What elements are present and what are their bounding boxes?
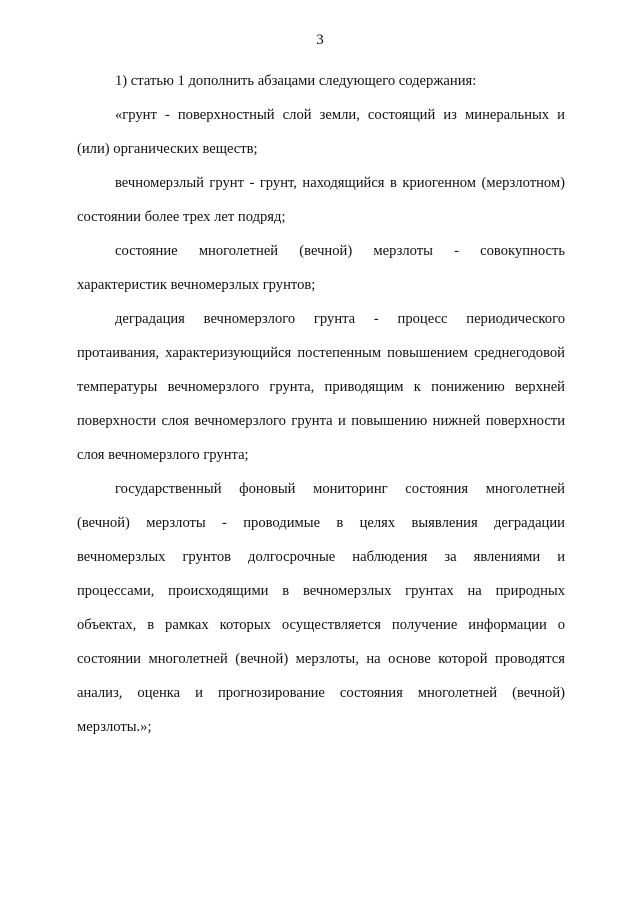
paragraph-definition-monitoring: государственный фоновый мониторинг состояния многолетней (вечной) мерзлоты - проводимые в целях выявления деградации вечномерзлых грунтов долгосрочные наблюдения за явлениями и процессами, происходящими в вечномерзлых грунтах на природных объектах, в рамках которых осуществляется получение информации о состоянии многолетней (вечной) мерзлоты, на основе которой проводятся анализ, оценка и прогнозирование состояния многолетней (вечной) мерзлоты.»; [77, 481, 565, 735]
paragraph-definition-permafrost-state: состояние многолетней (вечной) мерзлоты - совокупность характеристик вечномерзлых грунтов; [77, 243, 565, 293]
page-number: 3 [316, 32, 324, 48]
paragraph-amendment-intro: 1) статью 1 дополнить абзацами следующего содержания: [115, 73, 477, 89]
paragraph-definition-degradation: деградация вечномерзлого грунта - процесс периодического протаивания, характеризующийся постепенным повышением среднегодовой температуры вечномерзлого грунта, приводящим к понижению верхней поверхности слоя вечномерзлого грунта и повышению нижней поверхности слоя вечномерзлого грунта; [77, 311, 565, 463]
paragraph-definition-permafrost-soil: вечномерзлый грунт - грунт, находящийся в криогенном (мерзлотном) состоянии более трех лет подряд; [77, 175, 565, 225]
document-body [77, 64, 565, 744]
paragraph-definition-soil: «грунт - поверхностный слой земли, состоящий из минеральных и (или) органических веществ; [77, 107, 565, 157]
